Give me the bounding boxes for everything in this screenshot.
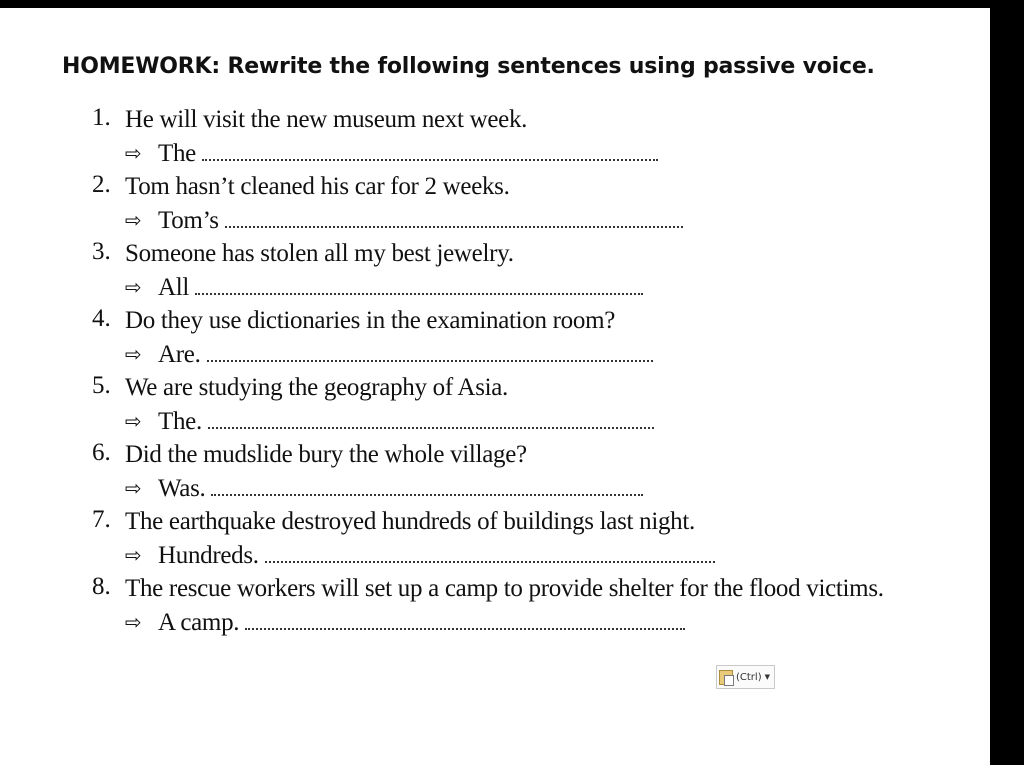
arrow-icon: ⇨ (125, 141, 142, 165)
answer-start: Are. (158, 341, 201, 368)
clipboard-icon (719, 670, 733, 685)
answer-line (125, 471, 952, 506)
exercise-item (92, 305, 952, 372)
answer-line (125, 270, 952, 305)
answer-start: Tom’s (158, 207, 219, 234)
exercise-item (92, 372, 952, 439)
item-number: 1. (92, 104, 111, 131)
screen-border (990, 0, 1024, 765)
answer-start: Was. (158, 475, 206, 502)
item-number: 4. (92, 305, 111, 332)
answer-blank[interactable] (202, 155, 658, 161)
item-number: 2. (92, 171, 111, 198)
item-number: 7. (92, 506, 111, 533)
answer-line (125, 136, 952, 171)
arrow-icon: ⇨ (125, 543, 142, 567)
answer-blank[interactable] (225, 222, 683, 228)
item-question: The rescue workers will set up a camp to provide shelter for the flood victims. (125, 575, 884, 602)
homework-title: HOMEWORK: Rewrite the following sentences using passive voice. (62, 54, 875, 79)
answer-start: All (158, 274, 190, 301)
exercise-item (92, 439, 952, 506)
item-question: Do they use dictionaries in the examination room? (125, 307, 616, 334)
item-question: We are studying the geography of Asia. (125, 374, 509, 401)
paste-options-label: (Ctrl) (736, 671, 762, 683)
document-page (0, 8, 990, 765)
item-question: Someone has stolen all my best jewelry. (125, 240, 514, 267)
answer-line (125, 337, 952, 372)
item-number: 5. (92, 372, 111, 399)
item-question: Tom hasn’t cleaned his car for 2 weeks. (125, 173, 510, 200)
item-number: 8. (92, 573, 111, 600)
answer-start: The. (158, 408, 202, 435)
exercise-item (92, 171, 952, 238)
item-question: Did the mudslide bury the whole village? (125, 441, 527, 468)
arrow-icon: ⇨ (125, 275, 142, 299)
exercise-list (92, 104, 952, 640)
arrow-icon: ⇨ (125, 476, 142, 500)
answer-blank[interactable] (265, 557, 715, 563)
arrow-icon: ⇨ (125, 409, 142, 433)
answer-start: The (158, 140, 196, 167)
arrow-icon: ⇨ (125, 208, 142, 232)
exercise-item (92, 573, 952, 640)
answer-start: A camp. (158, 609, 240, 636)
answer-line (125, 605, 952, 640)
item-number: 3. (92, 238, 111, 265)
answer-line (125, 538, 952, 573)
paste-options-button[interactable] (716, 665, 775, 689)
item-question: The earthquake destroyed hundreds of buildings last night. (125, 508, 695, 535)
item-number: 6. (92, 439, 111, 466)
answer-blank[interactable] (211, 490, 643, 496)
answer-line (125, 404, 952, 439)
answer-blank[interactable] (245, 624, 685, 630)
answer-blank[interactable] (195, 289, 643, 295)
answer-blank[interactable] (208, 423, 654, 429)
answer-start: Hundreds. (158, 542, 259, 569)
arrow-icon: ⇨ (125, 610, 142, 634)
answer-line (125, 203, 952, 238)
chevron-down-icon: ▼ (764, 673, 770, 681)
exercise-item (92, 104, 952, 171)
exercise-item (92, 238, 952, 305)
exercise-item (92, 506, 952, 573)
item-question: He will visit the new museum next week. (125, 106, 528, 133)
arrow-icon: ⇨ (125, 342, 142, 366)
answer-blank[interactable] (207, 356, 653, 362)
